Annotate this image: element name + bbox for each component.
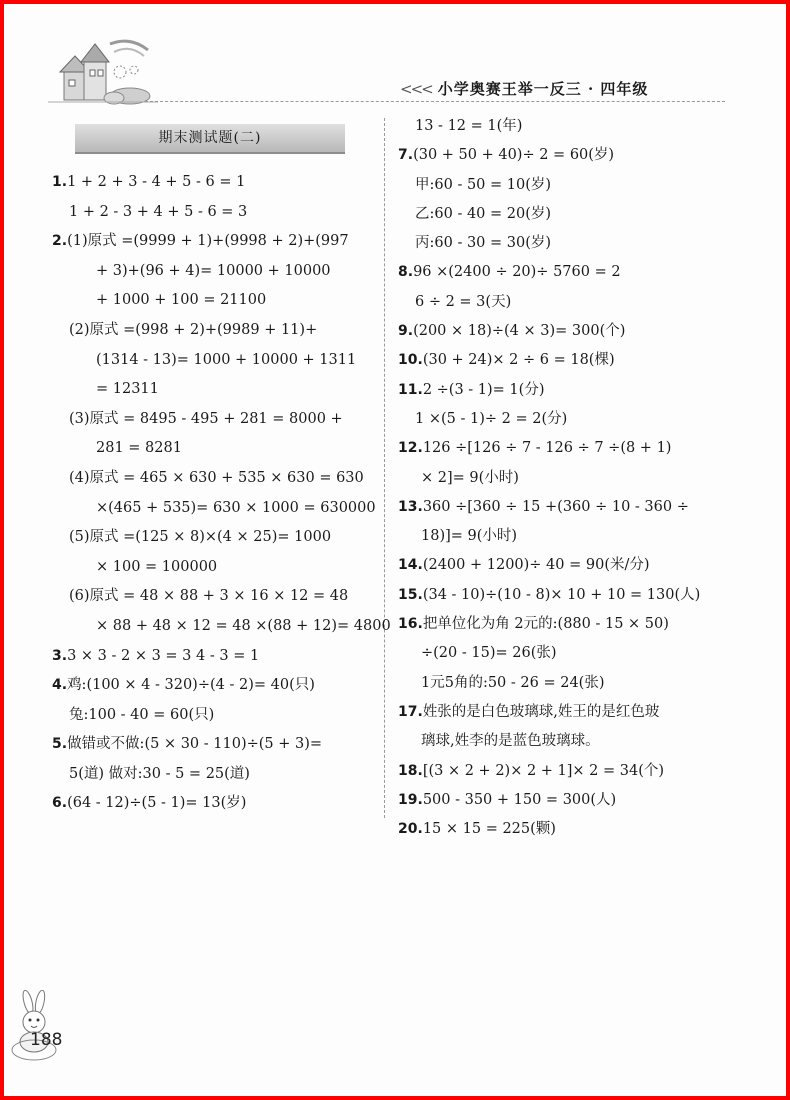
answer-line <box>52 434 377 464</box>
answer-line <box>398 171 723 200</box>
answer-text: ÷(20 - 15)= 26(张) <box>421 645 557 662</box>
answer-line <box>52 789 377 819</box>
question-number: 15. <box>398 586 423 603</box>
answer-text: × 88 + 48 × 12 = 48 ×(88 + 12)= 4800 <box>96 617 391 634</box>
answer-text: (30 + 50 + 40)÷ 2 = 60(岁) <box>413 147 615 164</box>
arrows-icon: <<< <box>400 80 432 98</box>
answer-line <box>52 257 377 287</box>
answer-line <box>52 375 377 405</box>
answer-line <box>52 642 377 672</box>
answer-text: (1314 - 13)= 1000 + 10000 + 1311 <box>96 351 357 368</box>
answer-line <box>52 168 377 198</box>
answer-text: 18)]= 9(小时) <box>421 528 518 545</box>
answer-line <box>52 730 377 760</box>
answer-line <box>52 227 377 257</box>
answer-line <box>398 581 723 610</box>
question-number: 9. <box>398 323 414 340</box>
answer-text: = 12311 <box>96 381 159 398</box>
answer-line <box>398 464 723 493</box>
answer-line <box>398 376 723 405</box>
answer-text: 96 ×(2400 ÷ 20)÷ 5760 = 2 <box>413 264 621 281</box>
answer-text: 281 = 8281 <box>96 440 182 457</box>
answer-text: (4)原式 = 465 × 630 + 535 × 630 = 630 <box>69 469 364 486</box>
answer-text: 360 ÷[360 ÷ 15 +(360 ÷ 10 - 360 ÷ <box>422 498 689 515</box>
answer-text: (3)原式 = 8495 - 495 + 281 = 8000 + <box>69 410 343 427</box>
book-title-text: 小学奥赛王举一反三 · 四年级 <box>437 80 649 98</box>
answer-line <box>52 701 377 731</box>
answer-line <box>52 464 377 494</box>
answer-text: (30 + 24)× 2 ÷ 6 = 18(棵) <box>422 352 615 369</box>
answer-line <box>398 405 723 434</box>
answer-text: + 1000 + 100 = 21100 <box>96 292 267 309</box>
right-answers-column <box>398 112 723 844</box>
answer-line <box>398 229 723 258</box>
question-number: 20. <box>398 821 423 838</box>
question-number: 13. <box>398 498 423 515</box>
answer-line <box>52 523 377 553</box>
answer-text: 13 - 12 = 1(年) <box>415 118 523 134</box>
answer-line <box>52 582 377 612</box>
bunny-icon <box>8 990 68 1062</box>
answer-line <box>52 286 377 316</box>
answer-text: 5(道) 做对:30 - 5 = 25(道) <box>69 765 250 782</box>
answer-text: 126 ÷[126 ÷ 7 - 126 ÷ 7 ÷(8 + 1) <box>422 440 672 457</box>
answer-line <box>52 494 377 524</box>
answer-text: 兔:100 - 40 = 60(只) <box>69 706 215 723</box>
question-number: 7. <box>398 147 414 164</box>
answer-text: 15 × 15 = 225(颗) <box>422 821 556 838</box>
question-number: 17. <box>398 703 423 720</box>
answer-text: (2)原式 =(998 + 2)+(9989 + 11)+ <box>69 321 318 338</box>
answer-line <box>52 612 391 642</box>
answer-line <box>52 760 377 790</box>
answer-line <box>52 553 377 583</box>
question-number: 19. <box>398 791 423 808</box>
test-title: 期末测试题(二) <box>75 124 345 154</box>
answer-text: 500 - 350 + 150 = 300(人) <box>422 791 617 808</box>
question-number: 1. <box>52 174 68 190</box>
answer-text: 1 + 2 + 3 - 4 + 5 - 6 = 1 <box>67 174 246 190</box>
answer-line <box>398 786 723 815</box>
answer-text: 璃球,姓李的是蓝色玻璃球。 <box>421 733 600 750</box>
answer-line <box>398 112 723 141</box>
answer-line <box>398 141 723 170</box>
answer-text: 1 ×(5 - 1)÷ 2 = 2(分) <box>415 410 568 427</box>
page-number: 188 <box>30 1030 63 1050</box>
answer-line <box>398 610 723 639</box>
answer-text: 鸡:(100 × 4 - 320)÷(4 - 2)= 40(只) <box>67 677 315 694</box>
question-number: 18. <box>398 762 423 779</box>
answer-line <box>398 815 723 844</box>
answer-text: + 3)+(96 + 4)= 10000 + 10000 <box>96 262 331 279</box>
question-number: 2. <box>52 233 68 250</box>
answer-line <box>398 551 723 580</box>
question-number: 10. <box>398 352 423 369</box>
answer-text: (2400 + 1200)÷ 40 = 90(米/分) <box>422 557 650 574</box>
question-number: 12. <box>398 440 423 457</box>
answer-line <box>398 434 723 463</box>
question-number: 8. <box>398 264 414 281</box>
answer-line <box>398 258 723 287</box>
answer-text: 姓张的是白色玻璃球,姓王的是红色玻 <box>422 703 660 720</box>
answer-line <box>398 522 723 551</box>
answer-text: × 2]= 9(小时) <box>421 469 519 486</box>
answer-line <box>52 316 377 346</box>
answer-line <box>398 639 723 668</box>
answer-text: (64 - 12)÷(5 - 1)= 13(岁) <box>67 795 247 812</box>
answer-text: 3 × 3 - 2 × 3 = 3 4 - 3 = 1 <box>67 647 260 664</box>
question-number: 6. <box>52 795 68 812</box>
answer-line <box>52 346 377 376</box>
left-answers-column <box>52 168 391 819</box>
answer-line <box>398 757 723 786</box>
answer-text: (5)原式 =(125 × 8)×(4 × 25)= 1000 <box>69 529 332 546</box>
answer-line <box>398 727 723 756</box>
answer-text: ×(465 + 535)= 630 × 1000 = 630000 <box>96 499 376 516</box>
question-number: 3. <box>52 647 68 664</box>
book-title <box>400 78 648 99</box>
house-illustration-icon <box>48 36 158 108</box>
answer-line <box>398 669 723 698</box>
answer-text: × 100 = 100000 <box>96 558 218 575</box>
answer-text: 6 ÷ 2 = 3(天) <box>415 293 512 310</box>
answer-text: 甲:60 - 50 = 10(岁) <box>415 176 552 193</box>
answer-line <box>398 346 723 375</box>
question-number: 5. <box>52 736 68 753</box>
answer-text: 乙:60 - 40 = 20(岁) <box>415 205 552 222</box>
question-number: 14. <box>398 557 423 574</box>
answer-text: 把单位化为角 2元的:(880 - 15 × 50) <box>422 616 669 633</box>
answer-text: 2 ÷(3 - 1)= 1(分) <box>422 381 545 398</box>
answer-text: (1)原式 =(9999 + 1)+(9998 + 2)+(997 <box>67 233 349 250</box>
answer-line <box>398 698 723 727</box>
answer-text: 做错或不做:(5 × 30 - 110)÷(5 + 3)= <box>67 736 323 753</box>
answer-text: (34 - 10)÷(10 - 8)× 10 + 10 = 130(人) <box>422 586 701 603</box>
answer-line <box>398 200 723 229</box>
question-number: 11. <box>398 381 423 398</box>
answer-text: 1 + 2 - 3 + 4 + 5 - 6 = 3 <box>69 203 248 220</box>
question-number: 4. <box>52 677 68 694</box>
answer-line <box>398 493 723 522</box>
answer-line <box>52 405 377 435</box>
column-divider <box>384 118 385 818</box>
question-number: 16. <box>398 616 423 633</box>
answer-line <box>398 317 723 346</box>
answer-text: 1元5角的:50 - 26 = 24(张) <box>421 674 605 691</box>
answer-text: (200 × 18)÷(4 × 3)= 300(个) <box>413 323 626 340</box>
answer-text: 丙:60 - 30 = 30(岁) <box>415 235 552 252</box>
answer-text: [(3 × 2 + 2)× 2 + 1]× 2 = 34(个) <box>422 762 665 779</box>
answer-line <box>52 198 377 228</box>
answer-line <box>398 288 723 317</box>
header-divider <box>145 101 725 102</box>
answer-line <box>52 671 377 701</box>
answer-text: (6)原式 = 48 × 88 + 3 × 16 × 12 = 48 <box>69 588 349 605</box>
